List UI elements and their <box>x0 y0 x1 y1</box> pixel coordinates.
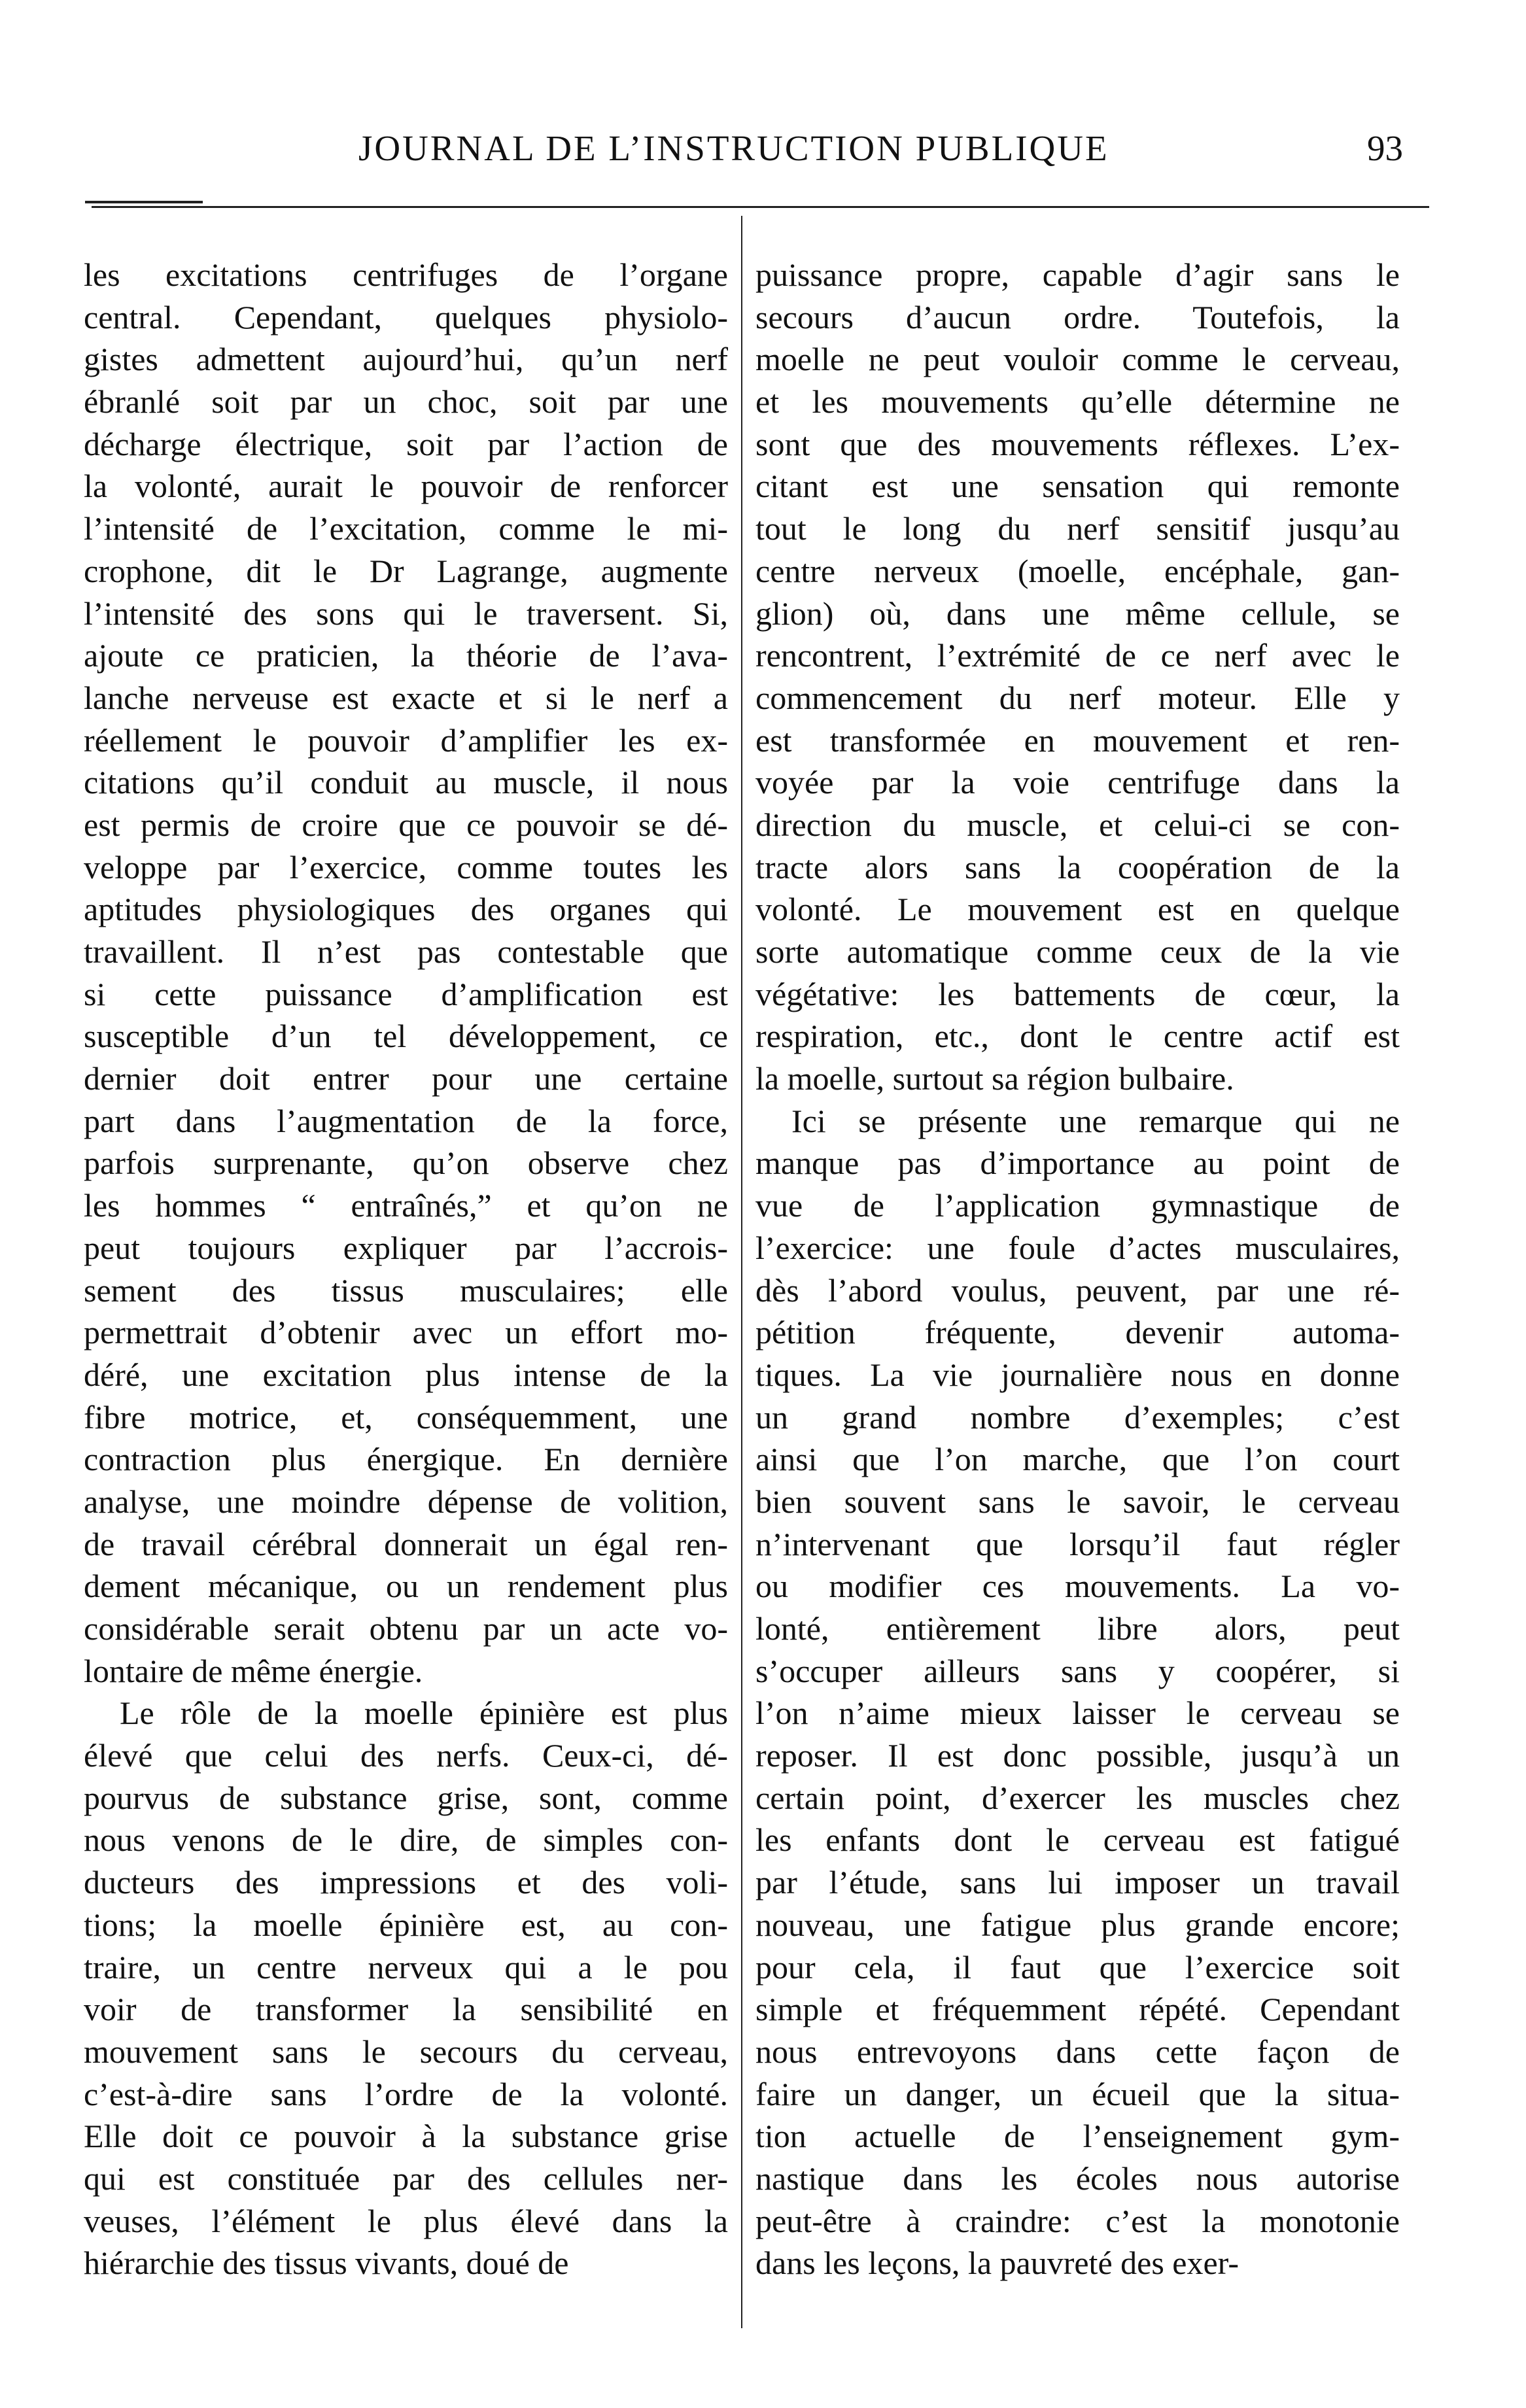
text-line: les excitations centrifuges de l’organe <box>84 256 728 293</box>
text-line: certain point, d’exercer les muscles chez <box>755 1779 1400 1816</box>
text-line: vue de l’application gymnastique de <box>755 1187 1400 1224</box>
text-line: ou modifier ces mouvements. La vo- <box>755 1568 1400 1605</box>
text-line: sorte automatique comme ceux de la vie <box>755 933 1400 970</box>
text-line: tracte alors sans la coopération de la <box>755 848 1400 886</box>
text-line: l’intensité des sons qui le traversent. Si, <box>84 594 728 632</box>
text-line: pétition fréquente, devenir automa- <box>755 1314 1400 1351</box>
header-rule <box>92 206 1429 208</box>
text-line: par l’étude, sans lui imposer un travail <box>755 1864 1400 1901</box>
text-line: Ici se présente une remarque qui ne <box>791 1102 1400 1139</box>
text-line: analyse, une moindre dépense de volition, <box>84 1483 728 1520</box>
text-line: travaillent. Il n’est pas contestable que <box>84 933 728 970</box>
text-line: dement mécanique, ou un rendement plus <box>84 1568 728 1605</box>
text-line: l’intensité de l’excitation, comme le mi- <box>84 510 728 547</box>
text-line: n’intervenant que lorsqu’il faut régler <box>755 1525 1400 1562</box>
text-line: pour cela, il faut que l’exercice soit <box>755 1948 1400 1986</box>
text-line: veuses, l’élément le plus élevé dans la <box>84 2202 728 2239</box>
text-line: faire un danger, un écueil que la situa- <box>755 2075 1400 2112</box>
text-line: centre nerveux (moelle, encéphale, gan- <box>755 552 1400 589</box>
text-line: sement des tissus musculaires; elle <box>84 1271 728 1309</box>
text-line: s’occuper ailleurs sans y coopérer, si <box>755 1652 1400 1689</box>
text-line: nous venons de le dire, de simples con- <box>84 1821 728 1859</box>
text-line: rencontrent, l’extrémité de ce nerf avec le <box>755 637 1400 674</box>
text-line: part dans l’augmentation de la force, <box>84 1102 728 1139</box>
text-line: sont que des mouvements réflexes. L’ex- <box>755 425 1400 462</box>
text-line: dans les leçons, la pauvreté des exer- <box>755 2245 1239 2282</box>
header-rule-accent <box>85 201 203 203</box>
text-line: pourvus de substance grise, sont, comme <box>84 1779 728 1816</box>
text-line: de travail cérébral donnerait un égal ren- <box>84 1525 728 1562</box>
text-line: nous entrevoyons dans cette façon de <box>755 2033 1400 2070</box>
text-line: ajoute ce praticien, la théorie de l’ava- <box>84 637 728 674</box>
text-line: fibre motrice, et, conséquemment, une <box>84 1398 728 1436</box>
text-line: contraction plus énergique. En dernière <box>84 1441 728 1478</box>
running-title: JOURNAL DE L’INSTRUCTION PUBLIQUE <box>358 128 1109 168</box>
text-line: direction du muscle, et celui-ci se con- <box>755 806 1400 843</box>
text-line: tout le long du nerf sensitif jusqu’au <box>755 510 1400 547</box>
text-line: crophone, dit le Dr Lagrange, augmente <box>84 552 728 589</box>
text-line: décharge électrique, soit par l’action de <box>84 425 728 462</box>
text-line: qui est constituée par des cellules ner- <box>84 2159 728 2197</box>
text-line: citant est une sensation qui remonte <box>755 468 1400 505</box>
text-line: la volonté, aurait le pouvoir de renforcer <box>84 468 728 505</box>
text-line: déré, une excitation plus intense de la <box>84 1356 728 1393</box>
text-line: lontaire de même énergie. <box>84 1652 423 1689</box>
text-line: peut toujours expliquer par l’accrois- <box>84 1229 728 1266</box>
text-line: est transformée en mouvement et ren- <box>755 721 1400 759</box>
text-line: dernier doit entrer pour une certaine <box>84 1060 728 1097</box>
text-line: nastique dans les écoles nous autorise <box>755 2159 1400 2197</box>
text-line: commencement du nerf moteur. Elle y <box>755 679 1400 716</box>
text-line: lonté, entièrement libre alors, peut <box>755 1610 1400 1647</box>
text-line: manque pas d’importance au point de <box>755 1144 1400 1182</box>
text-line: les hommes “ entraînés,” et qu’on ne <box>84 1187 728 1224</box>
text-line: central. Cependant, quelques physiolo- <box>84 298 728 335</box>
text-line: glion) où, dans une même cellule, se <box>755 594 1400 632</box>
text-line: respiration, etc., dont le centre actif est <box>755 1018 1400 1055</box>
text-line: élevé que celui des nerfs. Ceux-ci, dé- <box>84 1737 728 1774</box>
text-line: la moelle, surtout sa région bulbaire. <box>755 1060 1234 1097</box>
text-line: Elle doit ce pouvoir à la substance grise <box>84 2118 728 2155</box>
text-line: ducteurs des impressions et des voli- <box>84 1864 728 1901</box>
text-line: citations qu’il conduit au muscle, il nous <box>84 764 728 801</box>
text-line: tions; la moelle épinière est, au con- <box>84 1906 728 1943</box>
text-line: c’est-à-dire sans l’ordre de la volonté. <box>84 2075 728 2112</box>
text-line: voir de transformer la sensibilité en <box>84 1991 728 2028</box>
text-line: mouvement sans le secours du cerveau, <box>84 2033 728 2070</box>
text-line: si cette puissance d’amplification est <box>84 975 728 1012</box>
text-line: réellement le pouvoir d’amplifier les ex- <box>84 721 728 759</box>
text-line: veloppe par l’exercice, comme toutes les <box>84 848 728 886</box>
text-line: bien souvent sans le savoir, le cerveau <box>755 1483 1400 1520</box>
text-line: secours d’aucun ordre. Toutefois, la <box>755 298 1400 335</box>
text-line: Le rôle de la moelle épinière est plus <box>120 1694 728 1732</box>
text-line: est permis de croire que ce pouvoir se dé- <box>84 806 728 843</box>
text-line: tion actuelle de l’enseignement gym- <box>755 2118 1400 2155</box>
text-line: parfois surprenante, qu’on observe chez <box>84 1144 728 1182</box>
text-line: ébranlé soit par un choc, soit par une <box>84 383 728 421</box>
text-line: un grand nombre d’exemples; c’est <box>755 1398 1400 1436</box>
text-line: moelle ne peut vouloir comme le cerveau, <box>755 341 1400 378</box>
text-line: permettrait d’obtenir avec un effort mo- <box>84 1314 728 1351</box>
text-line: tiques. La vie journalière nous en donne <box>755 1356 1400 1393</box>
page-number: 93 <box>1367 128 1403 168</box>
left-column <box>84 254 728 2284</box>
text-line: volonté. Le mouvement est en quelque <box>755 891 1400 928</box>
column-divider <box>741 216 742 2328</box>
text-line: simple et fréquemment répété. Cependant <box>755 1991 1400 2028</box>
text-line: nouveau, une fatigue plus grande encore; <box>755 1906 1400 1943</box>
text-line: susceptible d’un tel développement, ce <box>84 1018 728 1055</box>
text-line: gistes admettent aujourd’hui, qu’un nerf <box>84 341 728 378</box>
text-line: les enfants dont le cerveau est fatigué <box>755 1821 1400 1859</box>
text-line: lanche nerveuse est exacte et si le nerf a <box>84 679 728 716</box>
text-line: hiérarchie des tissus vivants, doué de <box>84 2245 569 2282</box>
text-line: traire, un centre nerveux qui a le pou <box>84 1948 728 1986</box>
text-line: peut-être à craindre: c’est la monotonie <box>755 2202 1400 2239</box>
text-line: aptitudes physiologiques des organes qui <box>84 891 728 928</box>
page-header <box>0 128 1526 180</box>
text-line: l’on n’aime mieux laisser le cerveau se <box>755 1694 1400 1732</box>
right-column <box>755 254 1400 2284</box>
text-line: puissance propre, capable d’agir sans le <box>755 256 1400 293</box>
text-line: et les mouvements qu’elle détermine ne <box>755 383 1400 421</box>
text-line: reposer. Il est donc possible, jusqu’à un <box>755 1737 1400 1774</box>
text-line: ainsi que l’on marche, que l’on court <box>755 1441 1400 1478</box>
text-line: voyée par la voie centrifuge dans la <box>755 764 1400 801</box>
text-line: l’exercice: une foule d’actes musculaires, <box>755 1229 1400 1266</box>
text-line: végétative: les battements de cœur, la <box>755 975 1400 1012</box>
text-line: dès l’abord voulus, peuvent, par une ré- <box>755 1271 1400 1309</box>
text-line: considérable serait obtenu par un acte vo- <box>84 1610 728 1647</box>
